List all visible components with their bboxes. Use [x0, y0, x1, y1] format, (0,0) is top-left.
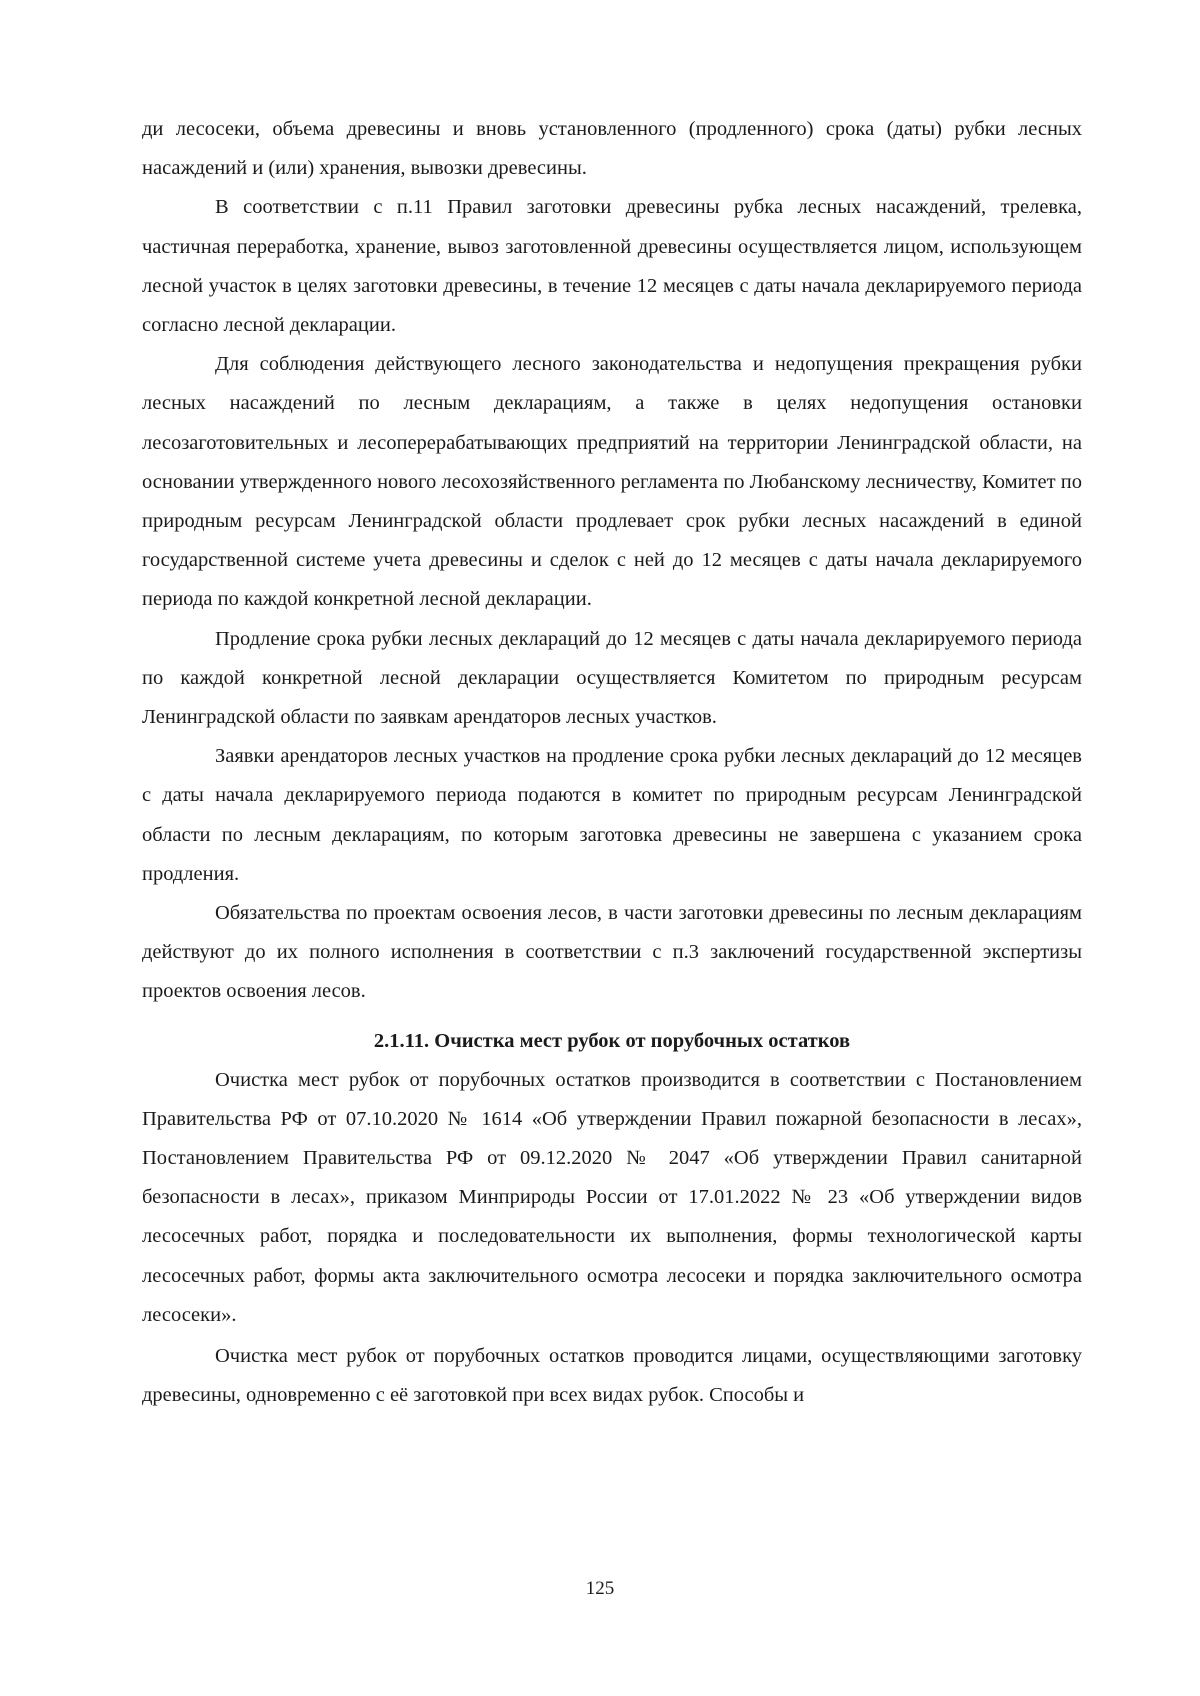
paragraph-compliance: Для соблюдения действующего лесного законодательства и недопущения прекращения рубки лесных насаждений по лесным декларациям, а также в целях недопущения остановки лесозаготовительных и лесоперерабатывающих предприятий на территории Ленинградской области, на основании утвержденного нового лесохозяйственного регламента по Любанскому лесничеству, Комитет по природным ресурсам Ленинградской области продлевает срок рубки лесных насаждений в единой государственной системе учета древесины и сделок с ней до 12 месяцев с даты начала декларируемого периода по каждой конкретной лесной декларации. [142, 353, 1082, 611]
paragraph-applications: Заявки арендаторов лесных участков на продление срока рубки лесных деклараций до 12 месяцев с даты начала декларируемого периода подаются в комитет по природным ресурсам Ленинградской области по лесным декларациям, по которым заготовка древесины не завершена с указанием срока продления. [142, 745, 1082, 885]
document-page [142, 110, 1082, 1416]
paragraph-cleaning-methods: Очистка мест рубок от порубочных остатков проводится лицами, осуществляющими заготовку древесины, одновременно с её заготовкой при всех видах рубок. Способы и [142, 1345, 1082, 1407]
paragraph-extension: Продление срока рубки лесных деклараций до 12 месяцев с даты начала декларируемого периода по каждой конкретной лесной декларации осуществляется Комитетом по природным ресурсам Ленинградской области по заявкам арендаторов лесных участков. [142, 627, 1082, 729]
paragraph-obligations: Обязательства по проектам освоения лесов, в части заготовки древесины по лесным декларациям действуют до их полного исполнения в соответствии с п.3 заключений государственной экспертизы проектов освоения лесов. [142, 902, 1082, 1003]
section-heading: 2.1.11. Очистка мест рубок от порубочных остатков [373, 1029, 851, 1052]
paragraph-cleaning-regulations: Очистка мест рубок от порубочных остатков производится в соответствии с Постановлением Правительства РФ от 07.10.2020 № 1614 «Об утверждении Правил пожарной безопасности в лесах», Постановлением Правительства РФ от 09.12.2020 № 2047 «Об утверждении Правил санитарной безопасности в лесах», приказом Минприроды России от 17.01.2022 № 23 «Об утверждении видов лесосечных работ, порядка и последовательности их выполнения, формы технологической карты лесосечных работ, формы акта заключительного осмотра лесосеки и порядка заключительного осмотра лесосеки». [142, 1068, 1082, 1326]
paragraph-continuation: ди лесосеки, объема древесины и вновь установленного (продленного) срока (даты) рубки лесных насаждений и (или) хранения, вывозки древесины. [142, 118, 1082, 180]
page-number: 125 [585, 1578, 615, 1599]
paragraph-cutting-term: В соответствии с п.11 Правил заготовки древесины рубка лесных насаждений, трелевка, частичная переработка, хранение, вывоз заготовленной древесины осуществляется лицом, использующем лесной участок в целях заготовки древесины, в течение 12 месяцев с даты начала декларируемого периода согласно лесной декларации. [142, 196, 1082, 337]
